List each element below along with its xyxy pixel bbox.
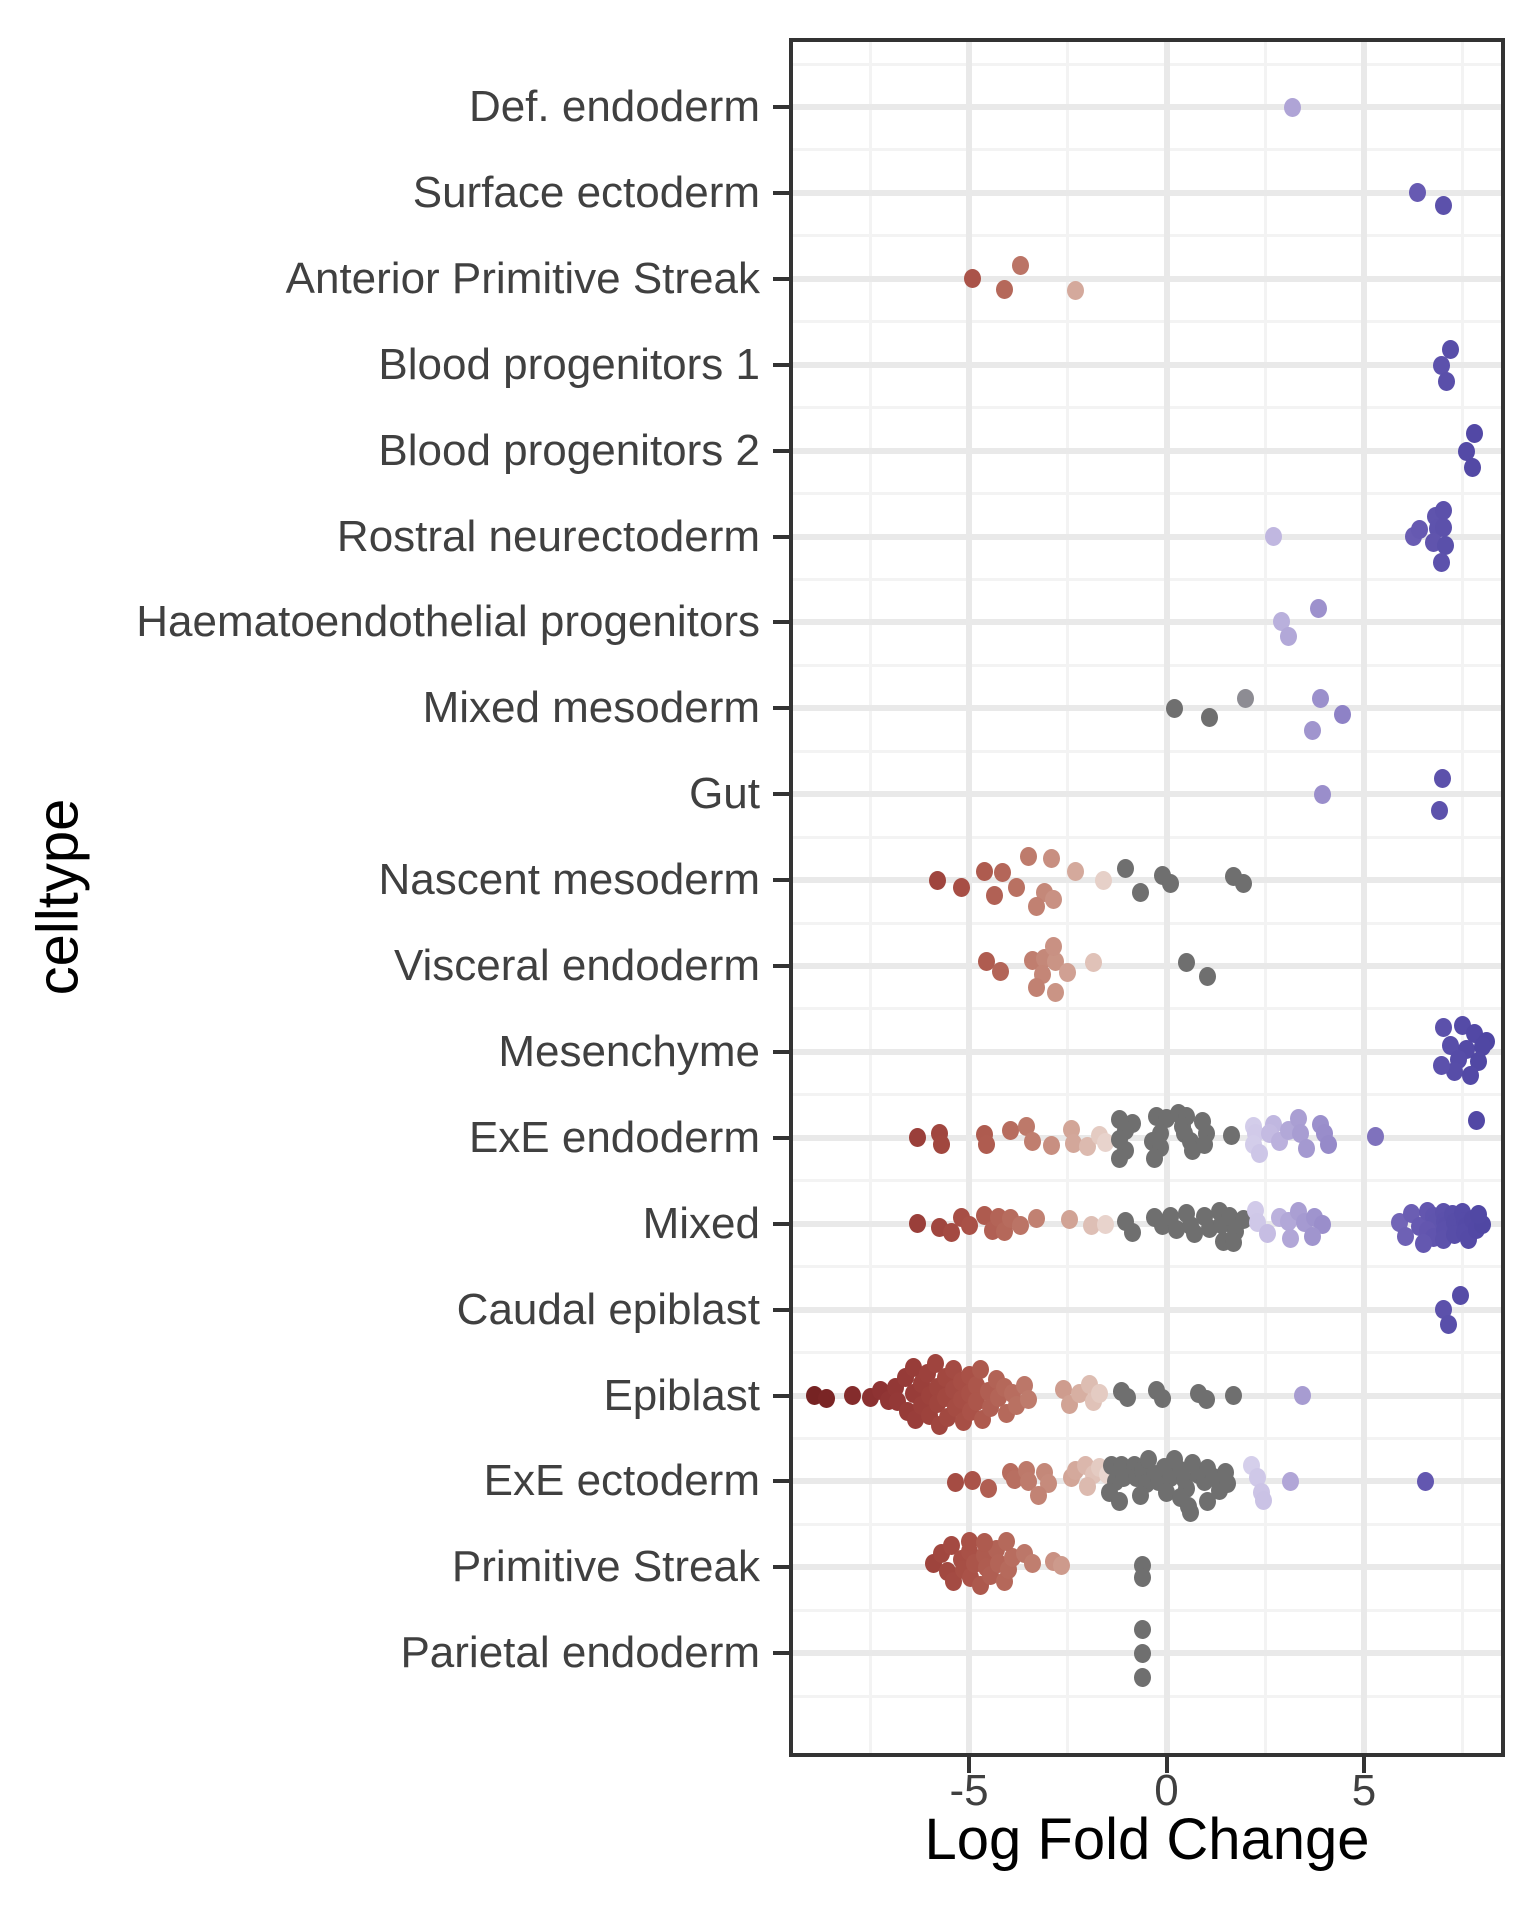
data-point [1235,874,1252,893]
data-point [1310,599,1327,618]
y-axis-label: Primitive Streak [451,1542,760,1592]
y-tick-mark [773,620,789,624]
y-axis-label: Anterior Primitive Streak [285,253,760,303]
data-point [986,886,1003,905]
gridline-minor-h [789,1437,1505,1440]
y-tick-mark [773,1222,789,1226]
y-tick-mark [773,449,789,453]
data-point [976,1533,993,1552]
data-point [1085,953,1102,972]
y-axis-label: Gut [689,769,760,819]
data-point [1028,897,1045,916]
y-tick-mark [773,878,789,882]
y-tick-mark [773,105,789,109]
data-point [1079,1477,1096,1496]
data-point [1045,890,1062,909]
gridline-minor-h [789,492,1505,495]
data-point [1415,1234,1432,1253]
y-tick-mark [773,1050,789,1054]
gridline-minor-h [789,1695,1505,1698]
gridline-major-h [789,877,1505,883]
y-tick-mark [773,1136,789,1140]
data-point [1047,983,1064,1002]
gridline-minor-v [869,38,872,1757]
data-point [1053,1556,1070,1575]
gridline-minor-h [789,1007,1505,1010]
x-tick-label: 0 [1154,1766,1179,1815]
data-point [1225,1386,1242,1405]
y-tick-mark [773,1651,789,1655]
data-point [1111,1149,1128,1168]
gridline-major-v [1361,38,1367,1757]
data-point [1024,1132,1041,1151]
y-axis-label: Rostral neurectoderm [336,511,760,561]
data-point [1182,1503,1199,1522]
data-point [929,871,946,890]
gridline-major-h [789,705,1505,711]
data-point [1028,1209,1045,1228]
y-axis-label: ExE endoderm [468,1112,760,1162]
data-point [953,878,970,897]
y-tick-mark [773,706,789,710]
data-point [1024,1554,1041,1573]
data-point [1154,1389,1171,1408]
data-point [1059,963,1076,982]
data-point [1020,1390,1037,1409]
data-point [1162,874,1179,893]
data-point [1314,785,1331,804]
data-point [1117,859,1134,878]
gridline-minor-h [789,148,1505,151]
data-point [961,1532,978,1551]
data-point [1067,862,1084,881]
gridline-minor-h [789,1265,1505,1268]
gridline-major-h [789,190,1505,196]
data-point [1411,520,1428,539]
y-axis-label: ExE ectoderm [483,1456,760,1506]
data-point [992,962,1009,981]
y-tick-mark [773,1394,789,1398]
gridline-minor-h [789,1179,1505,1182]
data-point [1095,871,1112,890]
data-point [1045,937,1062,956]
data-point [1198,1390,1215,1409]
data-point [998,1532,1015,1551]
y-axis-label: Blood progenitors 2 [378,425,760,475]
data-point [1435,1018,1452,1037]
gridline-major-h [789,791,1505,797]
y-tick-mark [773,792,789,796]
y-tick-mark [773,535,789,539]
data-point [1435,196,1452,215]
gridline-minor-h [789,1093,1505,1096]
gridline-major-h [789,963,1505,969]
data-point [947,1473,964,1492]
data-point [1196,1135,1213,1154]
gridline-minor-h [789,406,1505,409]
data-point [1265,527,1282,546]
gridline-major-h [789,1307,1505,1313]
y-axis-label: Def. endoderm [468,82,760,131]
gridline-minor-h [789,664,1505,667]
gridline-minor-h [789,1351,1505,1354]
gridline-minor-h [789,836,1505,839]
data-point [1433,553,1450,572]
gridline-major-h [789,619,1505,625]
y-axis-label: Mixed [642,1198,760,1248]
data-point [1199,967,1216,986]
x-tick-label: -5 [949,1766,989,1815]
gridline-minor-v [1461,38,1464,1757]
gridline-minor-h [789,922,1505,925]
y-axis-label: Blood progenitors 1 [378,339,760,389]
data-point [844,1386,861,1405]
data-point [1334,705,1351,724]
data-point [1237,689,1254,708]
gridline-major-v [966,38,972,1757]
gridline-minor-h [789,750,1505,753]
x-tick-label: 5 [1351,1766,1377,1815]
y-axis-label: Caudal epiblast [456,1284,760,1334]
data-point [1433,1056,1450,1075]
data-point [1304,721,1321,740]
data-point [1134,1668,1151,1687]
data-point [1030,1486,1047,1505]
data-point [994,863,1011,882]
data-point [1097,1215,1114,1234]
data-point [1219,1474,1236,1493]
data-point [1259,1224,1276,1243]
gridline-major-h [789,448,1505,454]
data-point [1134,1568,1151,1587]
y-axis-label: Mixed mesoderm [422,683,760,733]
data-point [1012,256,1029,275]
y-axis-label: Visceral endoderm [393,941,760,990]
gridline-major-h [789,362,1505,368]
data-point [1134,1620,1151,1639]
gridline-minor-h [789,1523,1505,1526]
y-axis-label: Nascent mesoderm [378,855,760,905]
y-axis-label: Mesenchyme [498,1026,760,1076]
data-point [1028,978,1045,997]
data-point [1178,953,1195,972]
y-axis-label: Surface ectoderm [412,167,760,217]
y-tick-mark [773,1479,789,1483]
data-point [1132,883,1149,902]
y-tick-mark [773,1308,789,1312]
y-tick-mark [773,1565,789,1569]
data-point [1119,1388,1136,1407]
gridline-major-h [789,534,1505,540]
data-point [1312,689,1329,708]
y-axis-label: Epiblast [603,1370,760,1420]
y-tick-mark [773,277,789,281]
data-point [1166,699,1183,718]
data-point [1134,1644,1151,1663]
data-point [1111,1492,1128,1511]
gridline-minor-h [789,320,1505,323]
data-point [976,862,993,881]
y-axis-label: Haematoendothelial progenitors [136,597,760,647]
data-point [1012,1216,1029,1235]
y-axis-label: Parietal endoderm [400,1628,760,1678]
data-point [1255,1491,1272,1510]
y-tick-mark [773,964,789,968]
gridline-major-h [789,276,1505,282]
data-point [1431,801,1448,820]
gridline-minor-h [789,63,1505,66]
data-point [1417,1472,1434,1491]
gridline-major-h [789,1049,1505,1055]
y-tick-mark [773,191,789,195]
data-point [1091,1384,1108,1403]
x-axis-title: Log Fold Change [924,1807,1370,1872]
y-tick-mark [773,363,789,367]
gridline-minor-h [789,578,1505,581]
data-point [1186,1224,1203,1243]
gridline-major-h [789,104,1505,110]
gridline-minor-h [789,234,1505,237]
data-point [1251,1144,1268,1163]
data-point [1043,849,1060,868]
gridline-minor-h [789,1609,1505,1612]
data-point [1008,878,1025,897]
y-axis-title: celltype [25,798,91,996]
data-point [1020,847,1037,866]
data-point [933,1135,950,1154]
data-point [1397,1227,1414,1246]
data-point [961,1216,978,1235]
data-point [1434,769,1451,788]
data-point [1284,98,1301,117]
